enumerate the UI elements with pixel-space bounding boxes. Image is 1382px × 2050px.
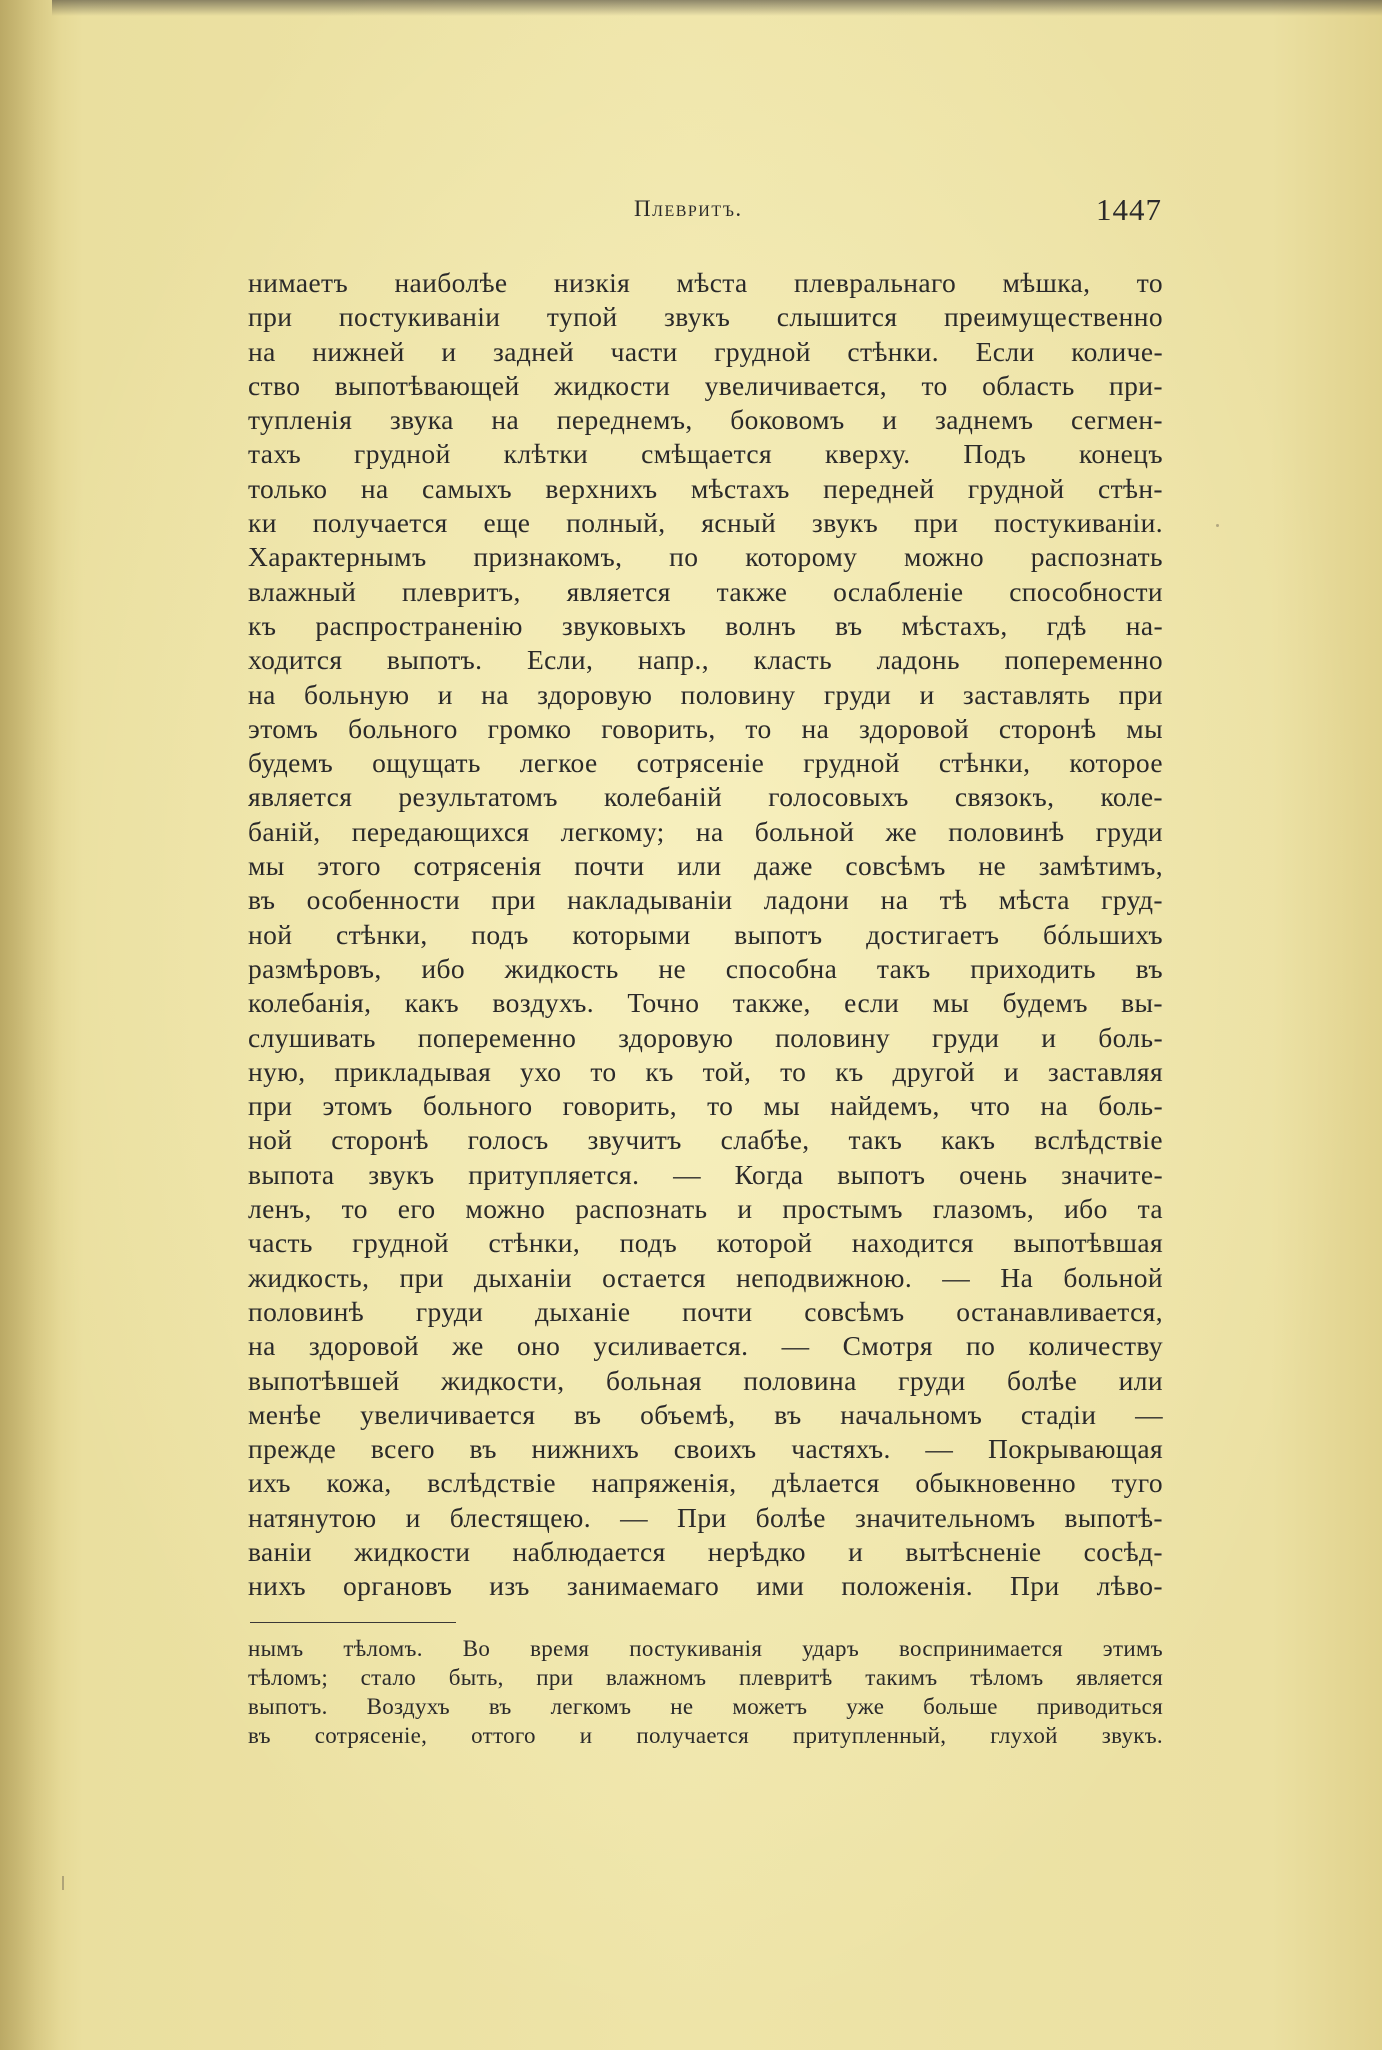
body-text-line: къ распространенію звуковыхъ волнъ въ мѣстахъ, гдѣ на- xyxy=(248,609,1163,641)
page-top-edge-shadow xyxy=(52,0,1382,16)
body-text-line: тупленія звука на переднемъ, боковомъ и заднемъ сегмен- xyxy=(248,404,1163,436)
footnote xyxy=(248,1634,1163,1750)
body-text-line: только на самыхъ верхнихъ мѣстахъ передней грудной стѣн- xyxy=(248,472,1163,504)
body-text-line: жидкость, при дыханіи остается неподвижною. — На больной xyxy=(248,1261,1163,1293)
body-text-line: на больную и на здоровую половину груди и заставлять при xyxy=(248,678,1163,710)
body-text-line: выпота звукъ притупляется. — Когда выпотъ очень значите- xyxy=(248,1158,1163,1190)
body-text-line: ство выпотѣвающей жидкости увеличивается, то область при- xyxy=(248,369,1163,401)
footnote-line: выпотъ. Воздухъ въ легкомъ не можетъ уже больше приводиться xyxy=(248,1694,1163,1719)
body-text-line: половинѣ груди дыханіе почти совсѣмъ останавливается, xyxy=(248,1295,1163,1327)
body-text-line: ленъ, то его можно распознать и простымъ глазомъ, ибо та xyxy=(248,1193,1163,1225)
body-text-line: колебанія, какъ воздухъ. Точно также, если мы будемъ вы- xyxy=(248,987,1163,1019)
margin-speck xyxy=(1216,524,1219,527)
body-text-line: нихъ органовъ изъ занимаемаго ими положенія. При лѣво- xyxy=(248,1570,1163,1602)
footnote-separator xyxy=(250,1622,456,1623)
body-text-line: ихъ кожа, вслѣдствіе напряженія, дѣлается обыкновенно туго xyxy=(248,1467,1163,1499)
body-text xyxy=(248,266,1163,1604)
margin-speck xyxy=(62,1876,64,1890)
body-text-line: въ особенности при накладываніи ладони на тѣ мѣста груд- xyxy=(248,884,1163,916)
body-text-line: тахъ грудной клѣтки смѣщается кверху. Подъ конецъ xyxy=(248,438,1163,470)
body-text-line: влажный плевритъ, является также ослабленіе способности xyxy=(248,575,1163,607)
body-text-line: часть грудной стѣнки, подъ которой находится выпотѣвшая xyxy=(248,1227,1163,1259)
body-text-line: мы этого сотрясенія почти или даже совсѣмъ не замѣтимъ, xyxy=(248,850,1163,882)
body-text-line: прежде всего въ нижнихъ своихъ частяхъ. — Покрывающая xyxy=(248,1433,1163,1465)
page-gutter-shadow xyxy=(0,0,60,2050)
body-text-line: ки получается еще полный, ясный звукъ при постукиваніи. xyxy=(248,507,1163,539)
body-text-line: ную, прикладывая ухо то къ той, то къ другой и заставляя xyxy=(248,1055,1163,1087)
body-text-line: при этомъ больного говорить, то мы найдемъ, что на боль- xyxy=(248,1090,1163,1122)
footnote-line: тѣломъ; стало быть, при влажномъ плевритѣ такимъ тѣломъ является xyxy=(248,1665,1163,1690)
body-text-line: натянутою и блестящею. — При болѣе значительномъ выпотѣ- xyxy=(248,1501,1163,1533)
body-text-line: ной сторонѣ голосъ звучитъ слабѣе, такъ какъ вслѣдствіе xyxy=(248,1124,1163,1156)
footnote-line: нымъ тѣломъ. Во время постукиванія ударъ воспринимается этимъ xyxy=(248,1636,1163,1661)
body-text-line: ной стѣнки, подъ которыми выпотъ достигаетъ бóльшихъ xyxy=(248,918,1163,950)
body-text-line: этомъ больного громко говорить, то на здоровой сторонѣ мы xyxy=(248,712,1163,744)
body-text-line: является результатомъ колебаній голосовыхъ связокъ, коле- xyxy=(248,781,1163,813)
body-text-line: будемъ ощущать легкое сотрясеніе грудной стѣнки, которое xyxy=(248,747,1163,779)
body-text-line: ваніи жидкости наблюдается нерѣдко и вытѣсненіе сосѣд- xyxy=(248,1535,1163,1567)
body-text-line: при постукиваніи тупой звукъ слышится преимущественно xyxy=(248,301,1163,333)
body-text-line: размѣровъ, ибо жидкость не способна такъ приходить въ xyxy=(248,952,1163,984)
body-text-line: выпотѣвшей жидкости, больная половина груди болѣе или xyxy=(248,1364,1163,1396)
body-text-line: баній, передающихся легкому; на больной же половинѣ груди xyxy=(248,815,1163,847)
body-text-line: на нижней и задней части грудной стѣнки. Если количе- xyxy=(248,335,1163,367)
body-text-line: менѣе увеличивается въ объемѣ, въ начальномъ стадіи — xyxy=(248,1398,1163,1430)
body-text-line: нимаетъ наиболѣе низкія мѣста плевральнаго мѣшка, то xyxy=(248,267,1163,298)
page-number: 1447 xyxy=(1096,192,1162,227)
body-text-line: Характернымъ признакомъ, по которому можно распознать xyxy=(248,541,1163,573)
body-text-line: на здоровой же оно усиливается. — Смотря по количеству xyxy=(248,1330,1163,1362)
running-head: Плевритъ. xyxy=(634,196,743,221)
footnote-line: въ сотрясеніе, оттого и получается притупленный, глухой звукъ. xyxy=(248,1723,1163,1748)
body-text-line: ходится выпотъ. Если, напр., класть ладонь попеременно xyxy=(248,644,1163,676)
page-header xyxy=(248,192,1168,240)
body-text-line: слушивать попеременно здоровую половину груди и боль- xyxy=(248,1021,1163,1053)
